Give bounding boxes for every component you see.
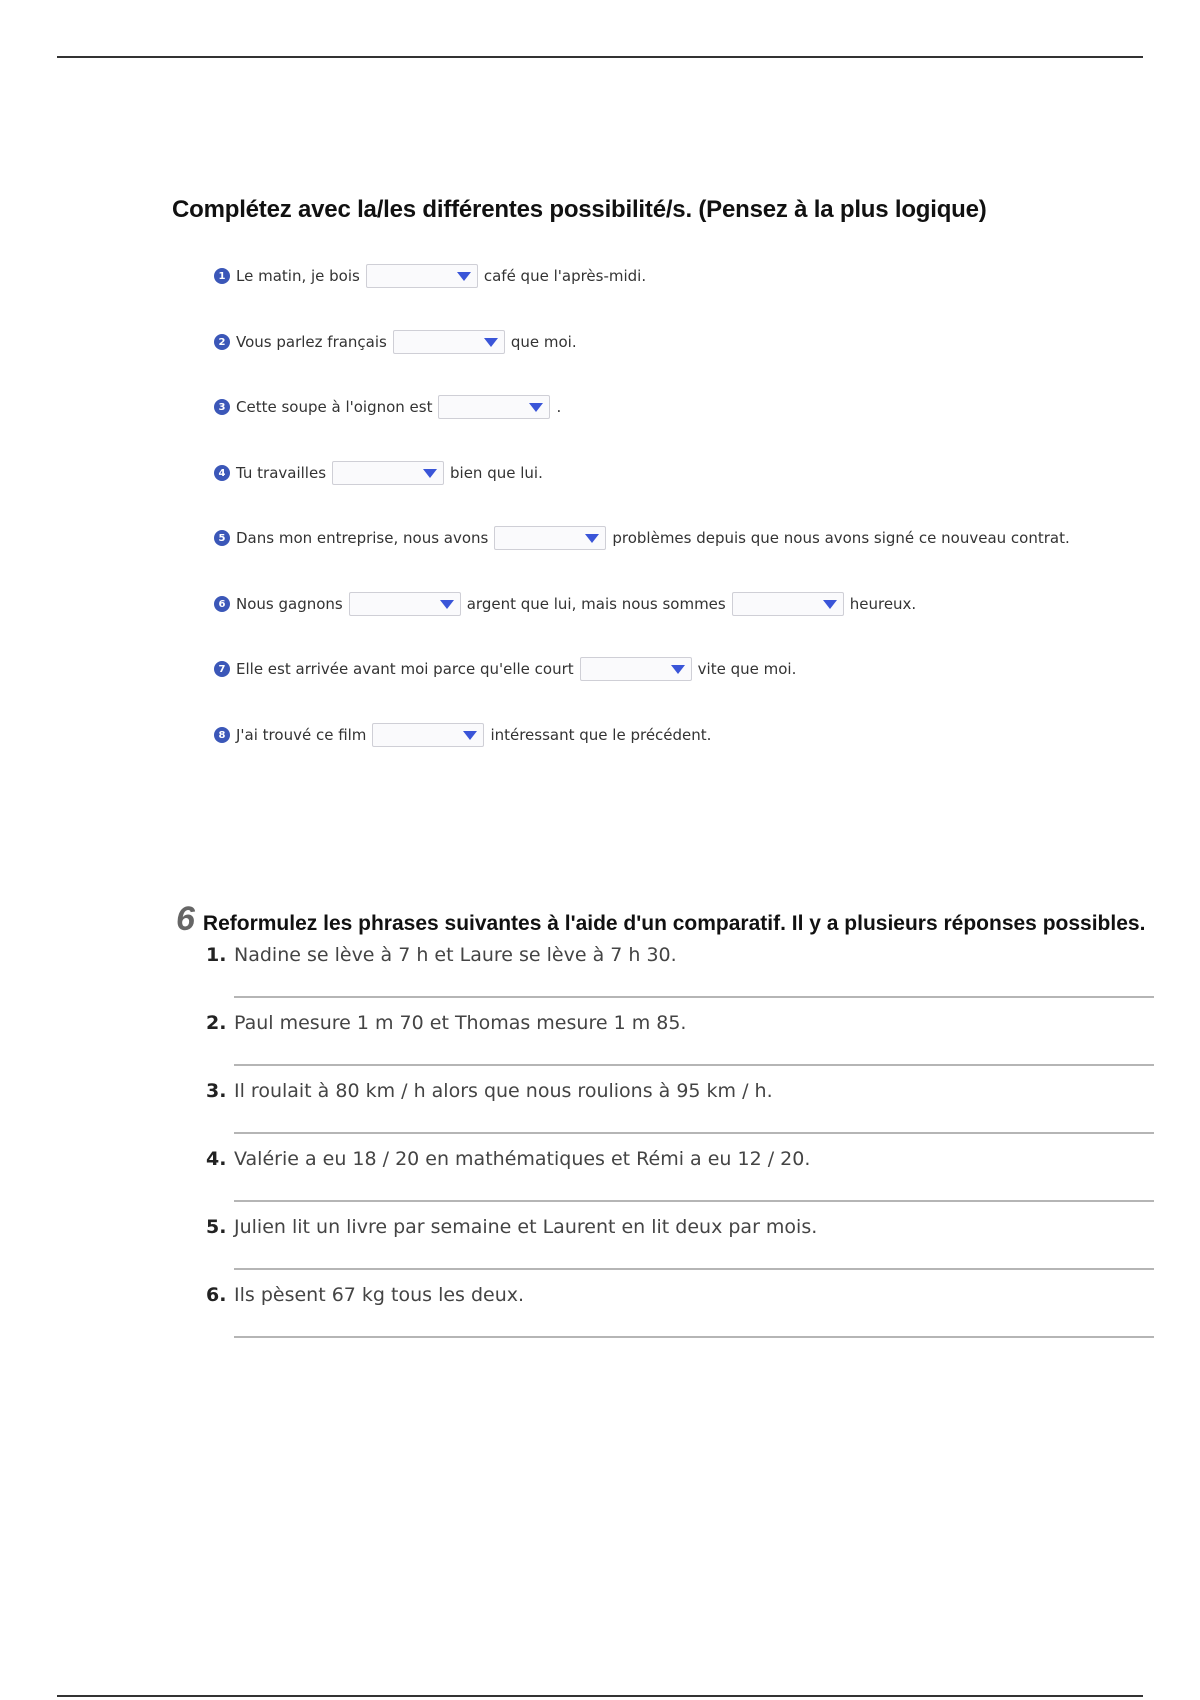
item-text-after: vite que moi.	[697, 660, 797, 678]
answer-dropdown[interactable]	[366, 264, 478, 288]
item-text-before: Nous gagnons	[236, 595, 343, 613]
item-text-before: J'ai trouvé ce film	[236, 726, 367, 744]
answer-line[interactable]	[234, 1132, 1154, 1134]
item-number-badge: 6	[214, 596, 230, 612]
bottom-rule	[57, 1695, 1143, 1697]
question-text: Valérie a eu 18 / 20 en mathématiques et Rémi a eu 12 / 20.	[234, 1148, 811, 1170]
question-number: 6.	[206, 1284, 227, 1306]
answer-dropdown[interactable]	[393, 330, 505, 354]
exercise-item	[214, 328, 577, 356]
exercise-item	[214, 393, 561, 421]
question-number: 1.	[206, 944, 227, 966]
exercise-item	[214, 590, 916, 618]
question-item	[206, 1216, 817, 1238]
item-number-badge: 5	[214, 530, 230, 546]
answer-line[interactable]	[234, 1200, 1154, 1202]
item-text-after: café que l'après-midi.	[483, 267, 647, 285]
question-number: 2.	[206, 1012, 227, 1034]
question-item	[206, 1080, 773, 1102]
page-heading: Complétez avec la/les différentes possibilité/s. (Pensez à la plus logique)	[172, 196, 987, 223]
item-text-before: Vous parlez français	[236, 333, 387, 351]
item-text-before: Tu travailles	[236, 464, 327, 482]
question-text: Julien lit un livre par semaine et Laurent en lit deux par mois.	[234, 1216, 818, 1238]
exercise-item	[214, 459, 543, 487]
answer-dropdown[interactable]	[438, 395, 550, 419]
item-text-before: Elle est arrivée avant moi parce qu'elle court	[236, 660, 574, 678]
exercise-6-header	[176, 900, 1145, 939]
dropdown-arrow-icon	[423, 469, 437, 478]
item-text-after: intéressant que le précédent.	[490, 726, 712, 744]
question-number: 3.	[206, 1080, 227, 1102]
item-number-badge: 8	[214, 727, 230, 743]
question-item	[206, 944, 677, 966]
item-text-after: .	[556, 398, 562, 416]
exercise-number: 6	[176, 900, 195, 938]
item-text-after: que moi.	[510, 333, 577, 351]
item-text-after-2: heureux.	[849, 595, 917, 613]
answer-line[interactable]	[234, 1064, 1154, 1066]
question-text: Paul mesure 1 m 70 et Thomas mesure 1 m 85.	[234, 1012, 687, 1034]
dropdown-arrow-icon	[585, 534, 599, 543]
item-text-before: Le matin, je bois	[236, 267, 360, 285]
dropdown-arrow-icon	[529, 403, 543, 412]
question-item	[206, 1284, 524, 1306]
answer-line[interactable]	[234, 996, 1154, 998]
item-number-badge: 4	[214, 465, 230, 481]
question-item	[206, 1012, 686, 1034]
item-text-after: bien que lui.	[450, 464, 543, 482]
exercise-item	[214, 262, 646, 290]
question-number: 4.	[206, 1148, 227, 1170]
question-text: Nadine se lève à 7 h et Laure se lève à 7 h 30.	[234, 944, 677, 966]
question-number: 5.	[206, 1216, 227, 1238]
answer-dropdown[interactable]	[332, 461, 444, 485]
item-text-after: argent que lui, mais nous sommes	[466, 595, 726, 613]
dropdown-arrow-icon	[823, 600, 837, 609]
item-number-badge: 2	[214, 334, 230, 350]
question-text: Ils pèsent 67 kg tous les deux.	[234, 1284, 525, 1306]
item-text-before: Dans mon entreprise, nous avons	[236, 529, 489, 547]
exercise-6-title: Reformulez les phrases suivantes à l'aide d'un comparatif. Il y a plusieurs réponses possibles.	[202, 912, 1146, 935]
item-number-badge: 7	[214, 661, 230, 677]
answer-line[interactable]	[234, 1336, 1154, 1338]
item-text-after: problèmes depuis que nous avons signé ce nouveau contrat.	[612, 529, 1070, 547]
dropdown-arrow-icon	[440, 600, 454, 609]
answer-dropdown-2[interactable]	[732, 592, 844, 616]
exercise-item	[214, 524, 1070, 552]
exercise-item	[214, 655, 796, 683]
answer-dropdown[interactable]	[580, 657, 692, 681]
dropdown-arrow-icon	[463, 731, 477, 740]
question-text: Il roulait à 80 km / h alors que nous roulions à 95 km / h.	[234, 1080, 773, 1102]
item-number-badge: 1	[214, 268, 230, 284]
answer-line[interactable]	[234, 1268, 1154, 1270]
answer-dropdown[interactable]	[494, 526, 606, 550]
dropdown-arrow-icon	[671, 665, 685, 674]
dropdown-arrow-icon	[484, 338, 498, 347]
answer-dropdown[interactable]	[372, 723, 484, 747]
answer-dropdown[interactable]	[349, 592, 461, 616]
item-number-badge: 3	[214, 399, 230, 415]
item-text-before: Cette soupe à l'oignon est	[236, 398, 433, 416]
exercise-item	[214, 721, 711, 749]
top-rule	[57, 56, 1143, 58]
dropdown-arrow-icon	[457, 272, 471, 281]
question-item	[206, 1148, 810, 1170]
